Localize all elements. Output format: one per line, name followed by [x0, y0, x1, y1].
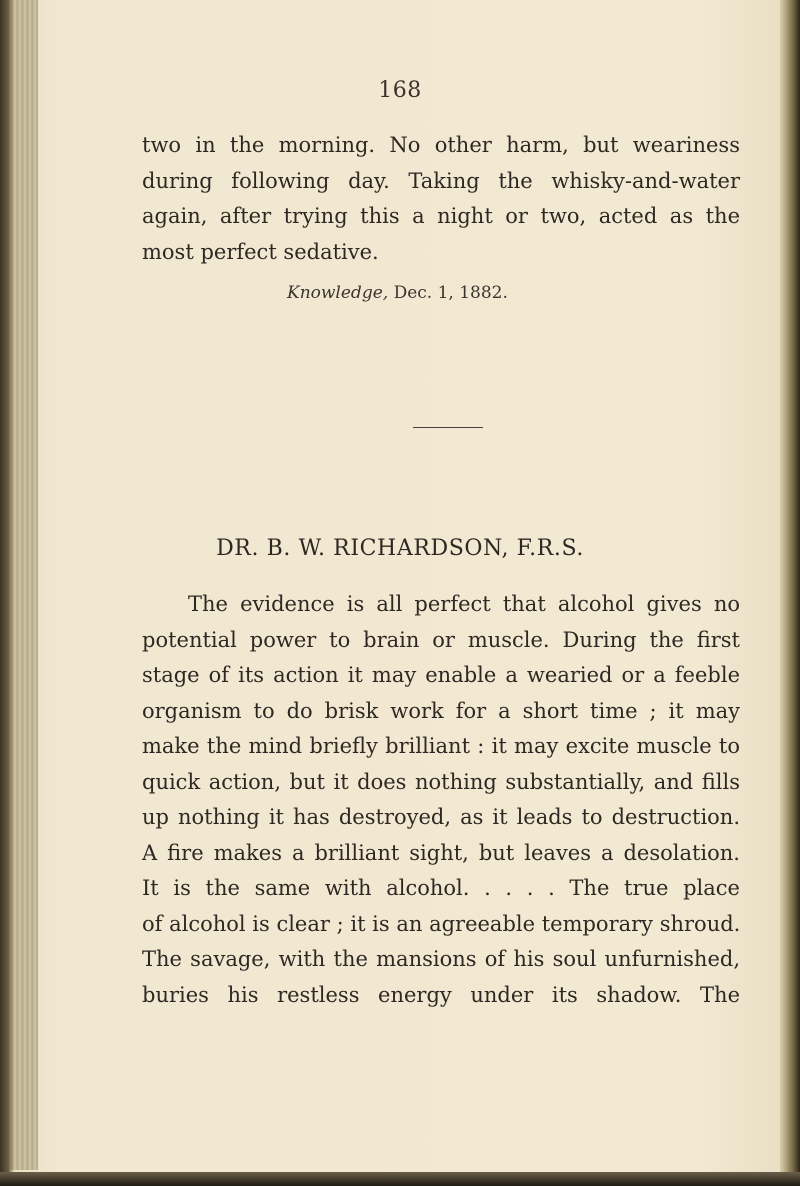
- text-line: The evidence is all perfect that alcohol gives no: [188, 592, 740, 616]
- text-line: potential power to brain or muscle. During the first: [142, 627, 740, 652]
- section-heading: [0, 536, 800, 561]
- text-line: buries his restless energy under its shadow. The: [142, 982, 740, 1007]
- text-line: during following day. Taking the whisky-and-water: [142, 168, 740, 193]
- text-line: up nothing it has destroyed, as it leads to destruction.: [142, 805, 740, 829]
- book-cover-edge-bottom: [0, 1172, 800, 1186]
- text-line: stage of its action it may enable a wearied or a feeble: [142, 663, 740, 687]
- text-line: of alcohol is clear ; it is an agreeable temporary shroud.: [142, 911, 741, 936]
- text-line: most perfect sedative.: [142, 239, 379, 264]
- binding-shadow: [0, 0, 14, 1186]
- body-paragraph: [142, 587, 740, 1013]
- book-cover-edge-right: [780, 0, 800, 1186]
- page-number: 168: [378, 78, 422, 103]
- heading-name: B. W. RICHARDSON, F.R.S.: [266, 536, 584, 561]
- text-line: make the mind briefly brilliant : it may excite muscle to: [142, 734, 740, 758]
- citation: [287, 283, 508, 303]
- citation-date: Dec. 1, 1882.: [393, 283, 508, 303]
- text-line: two in the morning. No other harm, but weariness: [142, 133, 740, 157]
- text-line: A fire makes a brilliant sight, but leaves a desolation.: [142, 840, 740, 865]
- excerpt-paragraph: [142, 128, 740, 270]
- heading-prefix: DR.: [216, 536, 260, 561]
- text-line: quick action, but it does nothing substantially, and fills: [142, 769, 740, 794]
- text-line: again, after trying this a night or two, acted as the: [142, 204, 740, 228]
- citation-source: Knowledge,: [287, 283, 389, 303]
- text-line: organism to do brisk work for a short time ; it may: [142, 698, 740, 723]
- text-line: The savage, with the mansions of his soul unfurnished,: [142, 947, 740, 971]
- section-divider: [413, 427, 483, 428]
- text-line: It is the same with alcohol. . . . . The true place: [142, 876, 740, 900]
